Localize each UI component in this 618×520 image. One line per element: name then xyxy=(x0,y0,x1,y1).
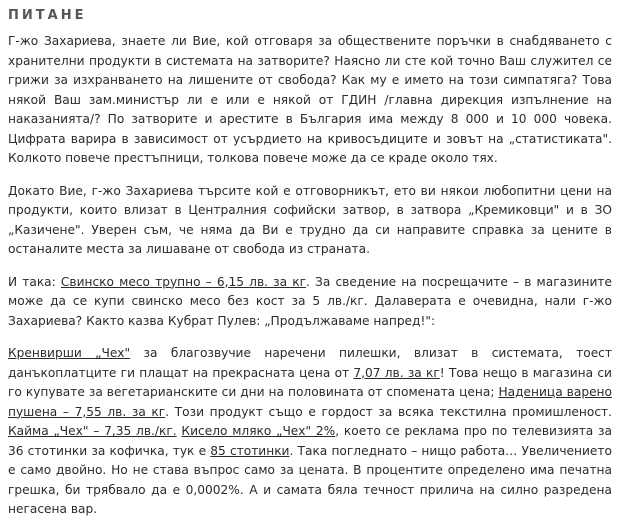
paragraph-4-text-1: за благозвучие наречени пилешки, влизат в системата, тоест данъкоплатците ги плащат на прекрасната цена от xyxy=(8,346,612,380)
paragraph-4-text-2: ! Това нещо в магазина си го купувате за вегетарианските си дни на половината от спомената цена; xyxy=(8,365,612,399)
paragraph-4-text-6: . Така погледнато – нищо работа… Увеличението е само двойно. Но не става въпрос само за цената. В процентите определено има печатна грешка, би трябвало да е 0,0002%. А и самата бяла течност прилича на силно разредена негасена вар. xyxy=(8,443,612,516)
pork-price-link[interactable]: Свинско месо трупно – 6,15 лв. за кг xyxy=(60,274,307,289)
sausages-link[interactable]: Кренвирши „Чех" xyxy=(8,346,131,360)
smoked-sausage-link[interactable]: Наденица варено пушена – 7,55 лв. за кг xyxy=(8,385,612,419)
sausages-price-link[interactable]: 7,07 лв. за кг xyxy=(353,365,440,380)
section-heading: ПИТАНЕ xyxy=(8,8,87,23)
paragraph-4-text-3: . Този продукт също е гордост за всяка текстилна промишленост. xyxy=(165,404,612,419)
paragraph-3-lead: И така: xyxy=(8,274,61,289)
minced-meat-link[interactable]: Кайма „Чех" – 7,35 лв./кг. xyxy=(8,424,177,438)
paragraph-1: Г-жо Захариева, знаете ли Вие, кой отговаря за обществените поръчки в снабдяването с хранителни продукти в системата на затворите? Наясно ли сте кой точно Ваш служител се грижи за изхранването на лишените от свобода? Как му е името на този симпатяга? Това някой Ваш зам.министър ли е или е някой от ГДИН /главна дирекция изпълнение на наказанията/? По затворите и арестите в България има между 8 000 и 10 000 човека. Цифрата варира в зависимост от усърдието на кривосъдиците и зовът на „статистиката". Колкото повече престъпници, толкова повече може да се краде около тях. xyxy=(8,34,612,165)
paragraph-4 xyxy=(8,344,612,520)
paragraph-4-text-5: , което се реклама про по телевизията за 36 стотинки за кофичка, тук е xyxy=(8,424,612,458)
paragraph-2: Докато Вие, г-жо Захариева търсите кой е отговорникът, ето ви някои любопитни цени на продукти, които влизат в Централния софийски затвор, в затвора „Кремиковци" и в ЗО „Казичене". Уверен съм, че няма да Ви е трудно да си направите справка за цените в останалите места за лишаване от свобода из страната. xyxy=(8,183,612,256)
yogurt-price-link[interactable]: 85 стотинки xyxy=(210,443,290,458)
paragraph-3 xyxy=(8,273,612,332)
yogurt-link[interactable]: Кисело мляко „Чех" 2% xyxy=(181,424,336,438)
paragraph-3-text: . За сведение на посрещачите – в магазините може да се купи свинско месо без кост за 5 лв./кг. Далаверата е очевидна, нали г-жо Захариева? Както казва Кубрат Пулев: „Продължаваме напред!": xyxy=(8,274,612,328)
